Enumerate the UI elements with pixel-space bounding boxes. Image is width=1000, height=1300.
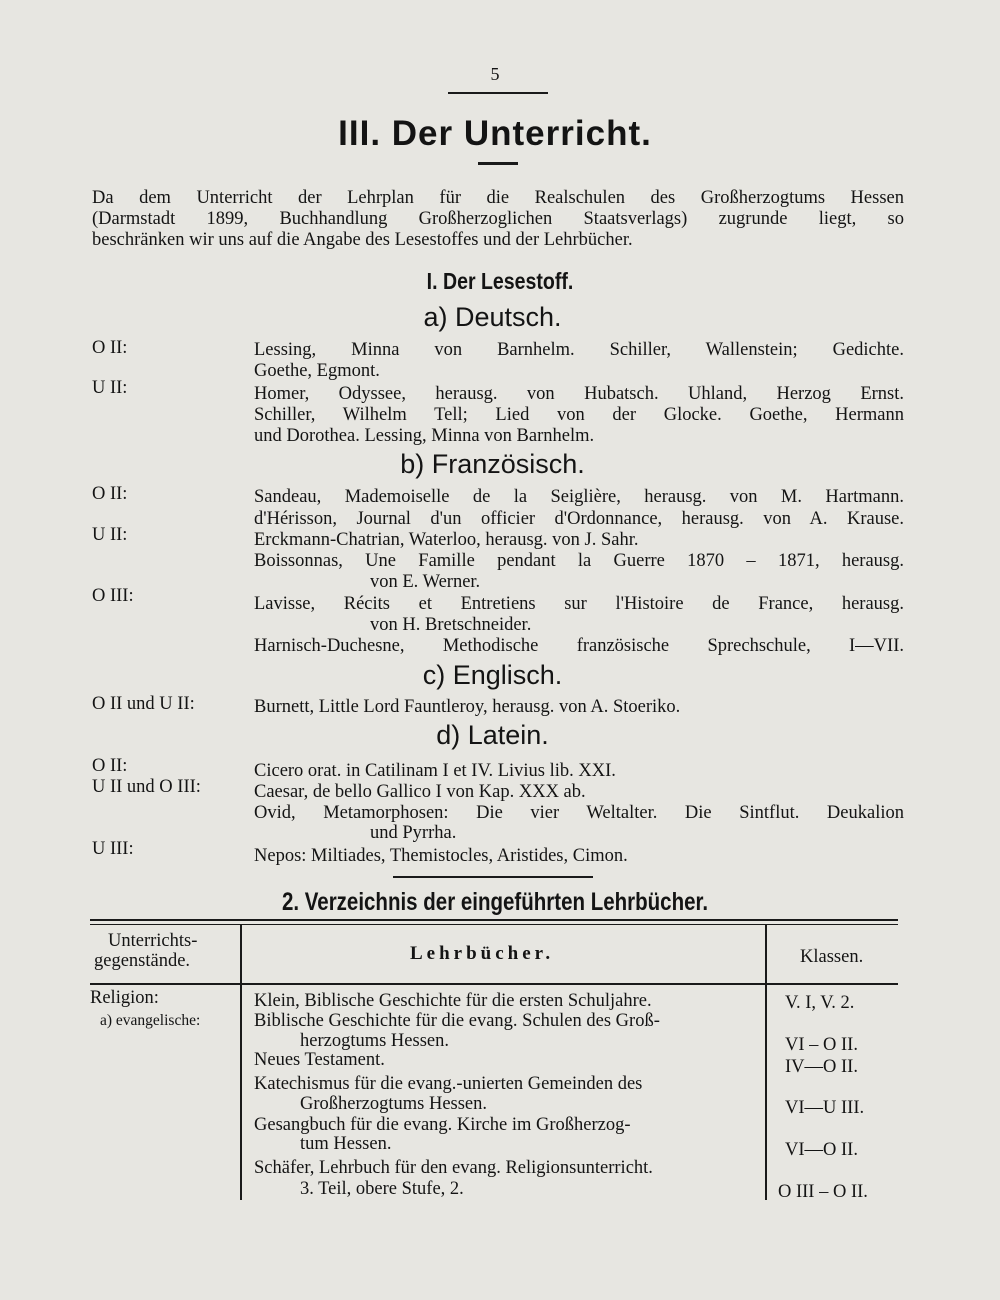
reading-line: d'Hérisson, Journal d'un officier d'Ordonnance, herausg. von A. Krause. xyxy=(254,509,904,529)
table-book-line: Neues Testament. xyxy=(254,1050,385,1070)
table-book-line: 3. Teil, obere Stufe, 2. xyxy=(300,1179,464,1199)
reading-line: Lessing, Minna von Barnhelm. Schiller, Wallenstein; Gedichte. xyxy=(254,340,904,360)
class-label: O II: xyxy=(92,484,128,504)
class-label: O III: xyxy=(92,586,134,606)
class-label: U II: xyxy=(92,525,128,545)
table-header-subject-line1: Unterrichts- xyxy=(108,931,198,951)
latein-heading: d) Latein. xyxy=(436,720,549,750)
reading-line: von E. Werner. xyxy=(370,572,481,592)
reading-line: Cicero orat. in Catilinam I et IV. Livius lib. XXI. xyxy=(254,761,616,781)
section-1-heading: I. Der Lesestoff. xyxy=(426,268,574,294)
table-subject: Religion: xyxy=(90,988,159,1008)
reading-line: Erckmann-Chatrian, Waterloo, herausg. von J. Sahr. xyxy=(254,530,639,550)
class-label: U II und O III: xyxy=(92,777,201,797)
class-label: O II: xyxy=(92,756,128,776)
table-book-line: Gesangbuch für die evang. Kirche im Großherzog- xyxy=(254,1115,631,1135)
deutsch-heading: a) Deutsch. xyxy=(423,302,562,332)
section-2-heading: 2. Verzeichnis der eingeführten Lehrbücher. xyxy=(281,888,709,916)
class-label: U II: xyxy=(92,378,128,398)
table-classes: V. I, V. 2. xyxy=(785,993,855,1013)
table-header-classes: Klassen. xyxy=(800,947,864,967)
table-header-subject-line2: gegenstände. xyxy=(94,951,191,971)
reading-line: von H. Bretschneider. xyxy=(370,615,532,635)
reading-line: und Pyrrha. xyxy=(370,823,457,843)
table-book-line: herzogtums Hessen. xyxy=(300,1031,449,1051)
reading-line: Schiller, Wilhelm Tell; Lied von der Glocke. Goethe, Hermann xyxy=(254,405,904,425)
table-book-line: tum Hessen. xyxy=(300,1134,392,1154)
class-label: U III: xyxy=(92,839,134,859)
table-classes: VI—O II. xyxy=(785,1140,858,1160)
intro-line: (Darmstadt 1899, Buchhandlung Großherzoglichen Staatsverlags) zugrunde liegt, so xyxy=(92,209,904,229)
table-classes: VI—U III. xyxy=(785,1098,865,1118)
table-column-divider xyxy=(240,925,242,1200)
reading-line: Caesar, de bello Gallico I von Kap. XXX ab. xyxy=(254,782,586,802)
franzoesisch-heading: b) Französisch. xyxy=(400,449,585,479)
table-classes: O III – O II. xyxy=(778,1182,868,1202)
class-label: O II und U II: xyxy=(92,694,195,714)
reading-line: Lavisse, Récits et Entretiens sur l'Histoire de France, herausg. xyxy=(254,594,904,614)
reading-line: Nepos: Miltiades, Themistocles, Aristides, Cimon. xyxy=(254,846,628,866)
table-book-line: Klein, Biblische Geschichte für die ersten Schuljahre. xyxy=(254,991,652,1011)
table-top-rule-inner xyxy=(90,924,898,925)
englisch-heading: c) Englisch. xyxy=(422,660,563,690)
reading-line: Burnett, Little Lord Fauntleroy, herausg. von A. Stoeriko. xyxy=(254,697,681,717)
page-number-rule xyxy=(448,92,548,94)
intro-line: Da dem Unterricht der Lehrplan für die Realschulen des Großherzogtums Hessen xyxy=(92,188,904,208)
table-book-line: Biblische Geschichte für die evang. Schulen des Groß- xyxy=(254,1011,660,1031)
intro-line: beschränken wir uns auf die Angabe des Lesestoffes und der Lehrbücher. xyxy=(92,230,633,250)
intro-paragraph xyxy=(92,188,904,251)
table-top-rule xyxy=(90,919,898,921)
chapter-title: III. Der Unterricht. xyxy=(338,114,652,153)
class-label: O II: xyxy=(92,338,128,358)
reading-line: Ovid, Metamorphosen: Die vier Weltalter. Die Sintflut. Deukalion xyxy=(254,803,904,823)
table-subsubject: a) evangelische: xyxy=(100,1012,201,1029)
reading-line: Homer, Odyssee, herausg. von Hubatsch. Uhland, Herzog Ernst. xyxy=(254,384,904,404)
table-header-books: Lehrbücher. xyxy=(410,943,555,964)
section-separator-rule xyxy=(393,876,593,878)
reading-line: Goethe, Egmont. xyxy=(254,361,380,381)
reading-line: und Dorothea. Lessing, Minna von Barnhelm. xyxy=(254,426,595,446)
table-classes: VI – O II. xyxy=(785,1035,858,1055)
reading-line: Boissonnas, Une Famille pendant la Guerre 1870 – 1871, herausg. xyxy=(254,551,904,571)
reading-line: Harnisch-Duchesne, Methodische französische Sprechschule, I—VII. xyxy=(254,636,904,656)
table-book-line: Katechismus für die evang.-unierten Gemeinden des xyxy=(254,1074,643,1094)
reading-line: Sandeau, Mademoiselle de la Seiglière, herausg. von M. Hartmann. xyxy=(254,487,904,507)
table-column-divider xyxy=(765,925,767,1200)
table-book-line: Großherzogtums Hessen. xyxy=(300,1094,488,1114)
table-book-line: Schäfer, Lehrbuch für den evang. Religionsunterricht. xyxy=(254,1158,653,1178)
title-rule xyxy=(478,162,518,165)
page-number: 5 xyxy=(490,64,500,84)
table-header-rule xyxy=(90,983,898,985)
table-classes: IV—O II. xyxy=(785,1057,858,1077)
